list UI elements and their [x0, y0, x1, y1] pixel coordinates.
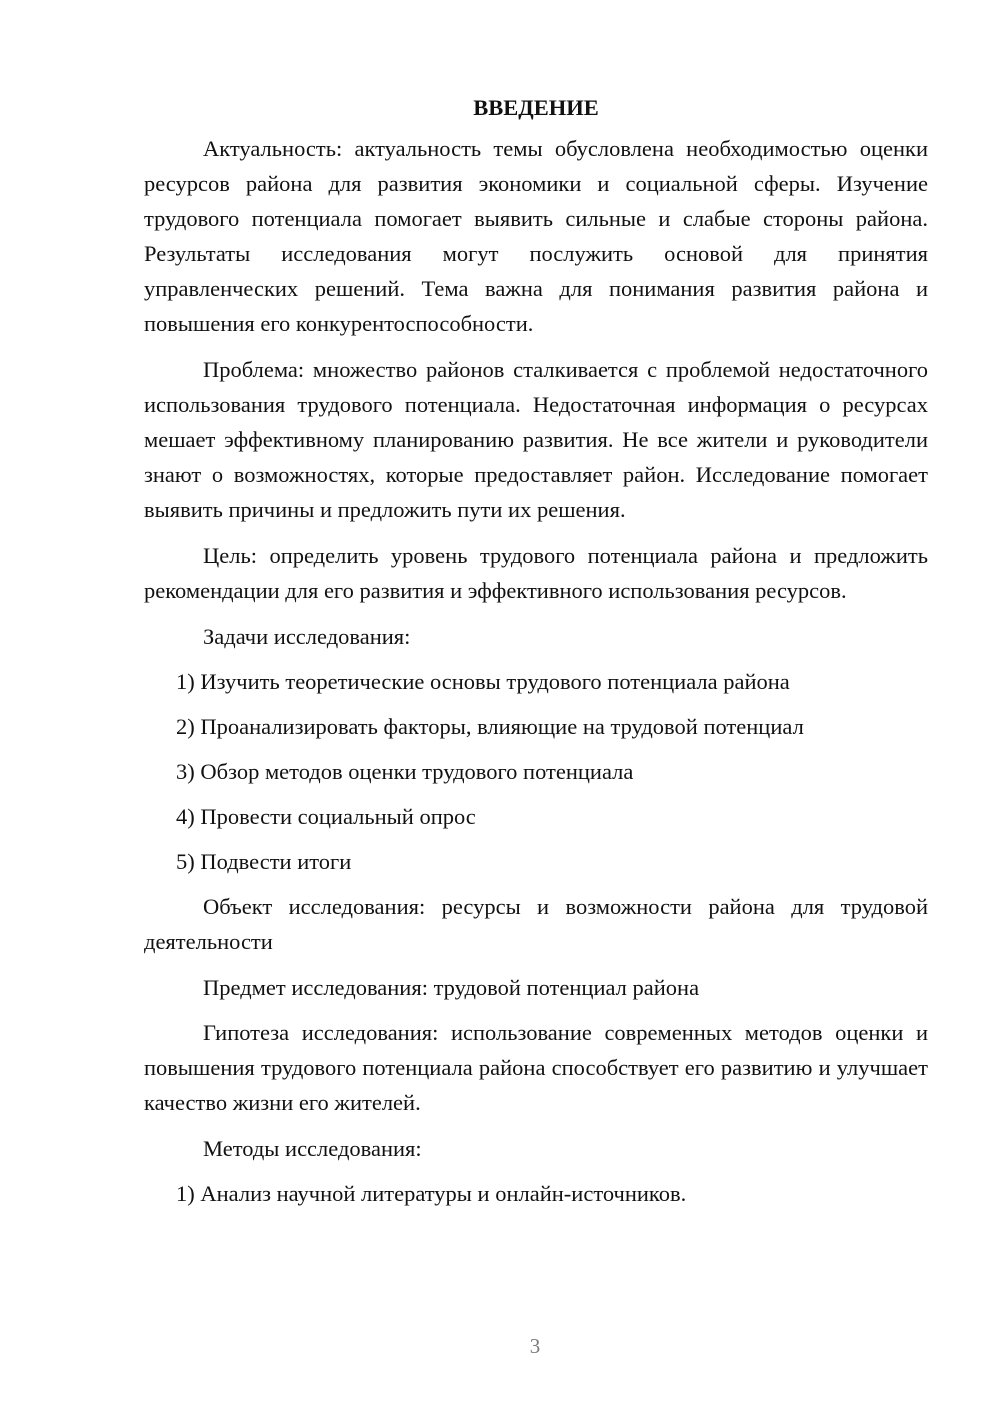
page-number: 3	[529, 1334, 541, 1358]
hypothesis-paragraph: Гипотеза исследования: использование современных методов оценки и повышения трудового потенциала района способствует его развитию и улучшает качество жизни его жителей.	[144, 1020, 928, 1115]
goal-paragraph: Цель: определить уровень трудового потенциала района и предложить рекомендации для его развития и эффективного использования ресурсов.	[144, 543, 928, 603]
tasks-heading: Задачи исследования:	[203, 624, 411, 649]
subject-line: Предмет исследования: трудовой потенциал района	[203, 975, 700, 1000]
object-paragraph: Объект исследования: ресурсы и возможности района для трудовой деятельности	[144, 894, 928, 954]
page-title: ВВЕДЕНИЕ	[473, 95, 599, 120]
method-item: 1) Анализ научной литературы и онлайн-источников.	[176, 1181, 687, 1206]
task-item: 5) Подвести итоги	[176, 849, 352, 874]
methods-heading: Методы исследования:	[203, 1136, 422, 1161]
problem-paragraph: Проблема: множество районов сталкивается с проблемой недостаточного использования трудового потенциала. Недостаточная информация о ресурсах мешает эффективному планированию развития. Не все жители и руководители знают о возможностях, которые предоставляет район. Исследование помогает выявить причины и предложить пути их решения.	[144, 357, 928, 522]
task-item: 2) Проанализировать факторы, влияющие на трудовой потенциал	[176, 714, 804, 739]
task-item: 4) Провести социальный опрос	[176, 804, 476, 829]
task-item: 1) Изучить теоретические основы трудового потенциала района	[176, 669, 790, 694]
relevance-paragraph: Актуальность: актуальность темы обусловлена необходимостью оценки ресурсов района для развития экономики и социальной сферы. Изучение трудового потенциала помогает выявить сильные и слабые стороны района. Результаты исследования могут послужить основой для принятия управленческих решений. Тема важна для понимания развития района и повышения его конкурентоспособности.	[144, 136, 928, 336]
task-item: 3) Обзор методов оценки трудового потенциала	[176, 759, 634, 784]
document-page	[144, 90, 928, 1221]
